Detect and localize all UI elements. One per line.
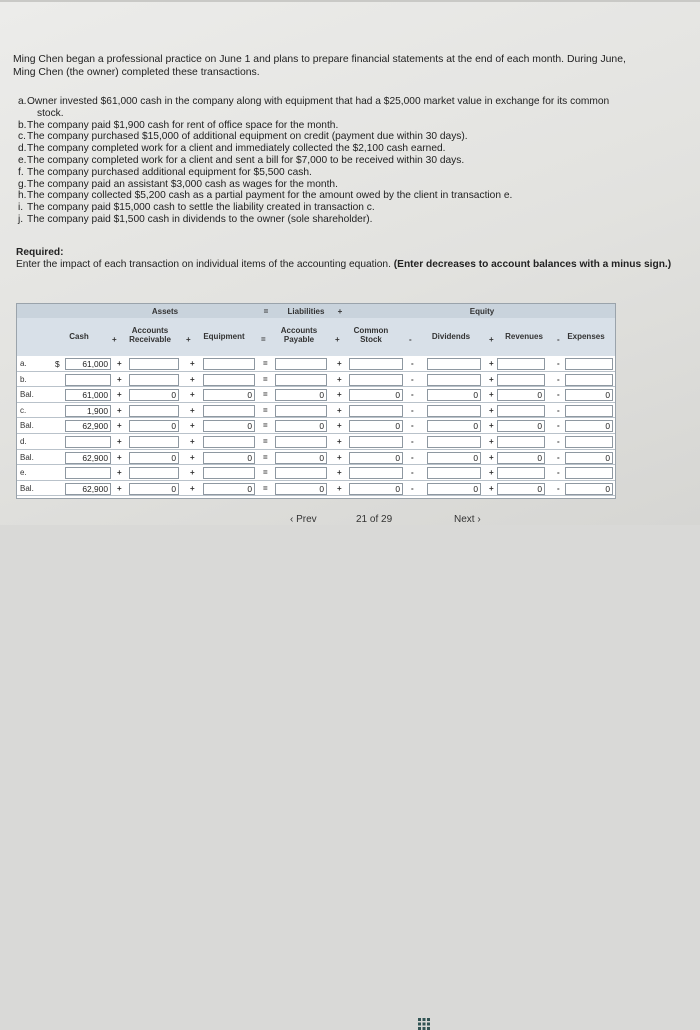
input-cell-ap[interactable]: 0	[275, 483, 327, 495]
input-cell-div[interactable]: 0	[427, 420, 481, 432]
operator-sign: +	[190, 452, 195, 462]
table-row-label: a.	[20, 359, 27, 368]
dollar-sign: $	[55, 359, 60, 369]
transaction-label: f.	[18, 166, 24, 178]
input-cell-div[interactable]: 0	[427, 389, 481, 401]
input-cell-rev[interactable]	[497, 374, 545, 386]
input-cell-div[interactable]	[427, 358, 481, 370]
liabilities-header: Liabilities	[287, 307, 325, 316]
operator-sign: -	[411, 359, 414, 368]
input-cell-ap[interactable]: 0	[275, 452, 327, 464]
transaction-text: Owner invested $61,000 cash in the company along with equipment that had a $25,000 market value in exchange for its common	[27, 96, 610, 107]
transaction-text: stock.	[37, 107, 64, 119]
table-row-label: Bal.	[20, 483, 34, 493]
input-cell-cs[interactable]	[349, 467, 403, 479]
operator-sign: -	[411, 437, 414, 446]
table-row-divider	[17, 449, 615, 450]
operator-sign: -	[557, 483, 560, 493]
op-plus-4: +	[489, 335, 494, 344]
input-cell-ap[interactable]	[275, 374, 327, 386]
op-equals: =	[261, 335, 266, 344]
table-row-label: Bal.	[20, 421, 34, 431]
transaction-text: The company purchased additional equipment for $5,500 cash.	[27, 166, 312, 178]
operator-sign: =	[263, 468, 268, 478]
operator-sign: +	[117, 452, 122, 462]
input-cell-div[interactable]	[427, 467, 481, 479]
transaction-item	[18, 131, 678, 143]
input-cell-cs[interactable]: 0	[349, 389, 403, 401]
col-revenues: Revenues	[505, 332, 543, 341]
assets-header: Assets	[151, 307, 179, 316]
input-cell-eqp[interactable]: 0	[203, 389, 255, 401]
input-cell-div[interactable]	[427, 405, 481, 417]
col-accounts-receivable: Accounts Receivable	[129, 326, 171, 344]
transaction-label	[18, 108, 27, 120]
operator-sign: -	[557, 359, 560, 368]
operator-sign: +	[117, 374, 122, 384]
operator-sign: -	[411, 483, 414, 493]
transaction-item	[18, 155, 678, 167]
input-cell-eqp[interactable]	[203, 374, 255, 386]
operator-sign: +	[489, 483, 494, 493]
transaction-label: c.	[18, 131, 26, 143]
operator-sign: +	[190, 468, 195, 478]
operator-sign: +	[337, 483, 342, 493]
pager	[0, 508, 700, 525]
accounting-equation-table	[16, 303, 616, 499]
input-cell-ar[interactable]: 0	[129, 452, 179, 464]
table-row-label: Bal.	[20, 452, 34, 462]
operator-sign: +	[190, 437, 195, 446]
table-row-divider	[17, 433, 615, 434]
transaction-text: The company paid $15,000 cash to settle the liability created in transaction c.	[27, 202, 375, 214]
operator-sign: +	[337, 452, 342, 462]
top-divider	[0, 0, 700, 2]
operator-sign: +	[190, 483, 195, 493]
operator-sign: -	[411, 374, 414, 384]
grid-icon[interactable]	[418, 1018, 430, 1030]
input-cell-eqp[interactable]: 0	[203, 420, 255, 432]
transaction-label: e.	[18, 154, 27, 166]
col-cash: Cash	[69, 332, 89, 341]
operator-sign: +	[489, 374, 494, 384]
transaction-list	[18, 96, 678, 226]
operator-sign: =	[263, 405, 268, 415]
input-cell-cs[interactable]: 0	[349, 483, 403, 495]
page-total: 29	[381, 514, 393, 525]
input-cell-eqp[interactable]	[203, 405, 255, 417]
transaction-text: The company paid $1,500 cash in dividends to the owner (sole shareholder).	[27, 213, 373, 225]
transaction-item	[18, 143, 678, 155]
input-cell-ar[interactable]: 0	[129, 420, 179, 432]
operator-sign: +	[190, 359, 195, 368]
operator-sign: +	[489, 421, 494, 431]
input-cell-ar[interactable]: 0	[129, 483, 179, 495]
input-cell-ar[interactable]	[129, 436, 179, 448]
input-cell-ap[interactable]	[275, 405, 327, 417]
col-expenses: Expenses	[567, 332, 605, 341]
op-plus-1: +	[112, 335, 117, 344]
operator-sign: -	[411, 405, 414, 415]
input-cell-cash[interactable]: 1,900	[65, 405, 111, 417]
operator-sign: +	[489, 468, 494, 478]
input-cell-eqp[interactable]: 0	[203, 483, 255, 495]
transaction-label: h.	[18, 190, 27, 202]
operator-sign: +	[489, 452, 494, 462]
table-row-divider	[17, 464, 615, 465]
input-cell-rev[interactable]: 0	[497, 452, 545, 464]
intro-line-1: Ming Chen began a professional practice on June 1 and plans to prepare financial statements at the end of each month. During June,	[13, 54, 626, 65]
transaction-item	[18, 179, 678, 191]
required-text: Enter the impact of each transaction on individual items of the accounting equation.	[16, 259, 391, 270]
input-cell-cash[interactable]: 61,000	[65, 358, 111, 370]
input-cell-cs[interactable]	[349, 358, 403, 370]
operator-sign: +	[117, 483, 122, 493]
plus-header: +	[337, 307, 343, 316]
prev-button[interactable]: ‹ Prev	[290, 514, 317, 525]
op-minus-2: -	[557, 335, 560, 344]
page-indicator	[356, 514, 392, 525]
input-cell-rev[interactable]	[497, 358, 545, 370]
transaction-item	[18, 120, 678, 132]
input-cell-cash[interactable]	[65, 467, 111, 479]
operator-sign: +	[337, 374, 342, 384]
operator-sign: +	[337, 405, 342, 415]
table-row-label: b.	[20, 374, 27, 384]
input-cell-cs[interactable]	[349, 374, 403, 386]
op-plus-2: +	[186, 335, 191, 344]
transaction-text: The company completed work for a client and sent a bill for $7,000 to be received within 30 days.	[27, 154, 465, 166]
operator-sign: =	[263, 483, 268, 493]
input-cell-ar[interactable]	[129, 405, 179, 417]
input-cell-cash[interactable]	[65, 374, 111, 386]
transaction-text: The company paid an assistant $3,000 cash as wages for the month.	[27, 178, 338, 190]
operator-sign: +	[117, 390, 122, 400]
operator-sign: +	[489, 390, 494, 400]
op-plus-3: +	[335, 335, 340, 344]
operator-sign: +	[117, 437, 122, 446]
operator-sign: +	[190, 374, 195, 384]
col-equipment: Equipment	[203, 332, 245, 341]
operator-sign: +	[117, 359, 122, 368]
input-cell-cash[interactable]: 62,900	[65, 452, 111, 464]
table-row-divider	[17, 495, 615, 496]
operator-sign: -	[557, 468, 560, 478]
operator-sign: +	[489, 437, 494, 446]
operator-sign: -	[411, 452, 414, 462]
input-cell-exp[interactable]: 0	[565, 420, 613, 432]
transaction-item	[18, 167, 678, 179]
transaction-label: d.	[18, 143, 27, 155]
input-cell-ar[interactable]	[129, 467, 179, 479]
prev-label: Prev	[296, 514, 317, 525]
input-cell-ap[interactable]	[275, 436, 327, 448]
transaction-text: The company completed work for a client and immediately collected the $2,100 cash earned.	[27, 143, 446, 155]
input-cell-exp[interactable]: 0	[565, 389, 613, 401]
input-cell-exp[interactable]: 0	[565, 483, 613, 495]
operator-sign: +	[190, 405, 195, 415]
input-cell-ar[interactable]	[129, 358, 179, 370]
page-of: of	[369, 514, 379, 525]
input-cell-rev[interactable]	[497, 436, 545, 448]
input-cell-eqp[interactable]	[203, 436, 255, 448]
input-cell-div[interactable]	[427, 436, 481, 448]
operator-sign: =	[263, 421, 268, 431]
input-cell-div[interactable]: 0	[427, 483, 481, 495]
col-accounts-payable: Accounts Payable	[280, 326, 318, 344]
equals-header: =	[263, 307, 269, 316]
input-cell-ap[interactable]: 0	[275, 420, 327, 432]
operator-sign: +	[489, 405, 494, 415]
operator-sign: +	[190, 390, 195, 400]
operator-sign: +	[489, 359, 494, 368]
operator-sign: +	[117, 468, 122, 478]
transaction-label: i.	[18, 202, 24, 214]
col-dividends: Dividends	[431, 332, 471, 341]
equity-header: Equity	[469, 307, 495, 316]
table-row-label: Bal.	[20, 390, 34, 400]
table-row-label: e.	[20, 468, 27, 478]
operator-sign: -	[411, 468, 414, 478]
operator-sign: +	[337, 421, 342, 431]
next-button[interactable]: Next ›	[454, 514, 481, 525]
transaction-label: b.	[18, 119, 27, 131]
operator-sign: +	[117, 421, 122, 431]
transaction-text: The company paid $1,900 cash for rent of office space for the month.	[27, 119, 339, 131]
operator-sign: -	[557, 374, 560, 384]
operator-sign: +	[337, 468, 342, 478]
operator-sign: =	[263, 437, 268, 446]
input-cell-ap[interactable]	[275, 358, 327, 370]
operator-sign: =	[263, 390, 268, 400]
input-cell-cs[interactable]: 0	[349, 420, 403, 432]
table-row-label: c.	[20, 405, 27, 415]
required-title: Required:	[16, 247, 64, 258]
input-cell-div[interactable]: 0	[427, 452, 481, 464]
input-cell-cash[interactable]: 61,000	[65, 389, 111, 401]
required-section	[16, 247, 686, 271]
input-cell-exp[interactable]	[565, 436, 613, 448]
table-row-divider	[17, 386, 615, 387]
transaction-item	[18, 202, 678, 214]
input-cell-cs[interactable]	[349, 405, 403, 417]
op-minus-1: -	[409, 335, 412, 344]
operator-sign: -	[557, 405, 560, 415]
operator-sign: -	[557, 390, 560, 400]
input-cell-cash[interactable]: 62,900	[65, 483, 111, 495]
input-cell-ar[interactable]	[129, 374, 179, 386]
input-cell-exp[interactable]	[565, 467, 613, 479]
input-cell-cs[interactable]	[349, 436, 403, 448]
input-cell-rev[interactable]	[497, 467, 545, 479]
operator-sign: -	[557, 452, 560, 462]
col-common-stock: Common Stock	[353, 326, 389, 344]
operator-sign: -	[411, 390, 414, 400]
input-cell-exp[interactable]	[565, 405, 613, 417]
transaction-item	[18, 190, 678, 202]
problem-intro	[13, 54, 683, 79]
table-row-divider	[17, 402, 615, 403]
table-row-divider	[17, 371, 615, 372]
input-cell-eqp[interactable]	[203, 358, 255, 370]
transaction-text: The company purchased $15,000 of additional equipment on credit (payment due within 30 days).	[27, 131, 468, 143]
input-cell-cash[interactable]	[65, 436, 111, 448]
operator-sign: +	[190, 421, 195, 431]
input-cell-rev[interactable]	[497, 405, 545, 417]
table-row-label: d.	[20, 437, 27, 446]
operator-sign: =	[263, 452, 268, 462]
input-cell-rev[interactable]: 0	[497, 483, 545, 495]
input-cell-cs[interactable]: 0	[349, 452, 403, 464]
input-cell-exp[interactable]	[565, 374, 613, 386]
operator-sign: =	[263, 359, 268, 368]
transaction-label: a.	[18, 96, 27, 107]
input-cell-eqp[interactable]: 0	[203, 452, 255, 464]
operator-sign: -	[557, 437, 560, 446]
operator-sign: +	[337, 359, 342, 368]
transaction-label: j.	[18, 213, 24, 225]
operator-sign: +	[337, 390, 342, 400]
operator-sign: =	[263, 374, 268, 384]
table-row-divider	[17, 417, 615, 418]
input-cell-ap[interactable]: 0	[275, 389, 327, 401]
input-cell-rev[interactable]: 0	[497, 389, 545, 401]
transaction-item	[18, 214, 678, 226]
input-cell-ap[interactable]	[275, 467, 327, 479]
transaction-text: The company collected $5,200 cash as a partial payment for the amount owed by the client in transaction e.	[27, 190, 513, 202]
transaction-item	[18, 108, 678, 120]
next-label: Next	[454, 514, 475, 525]
required-note: (Enter decreases to account balances with a minus sign.)	[393, 259, 672, 270]
input-cell-div[interactable]	[427, 374, 481, 386]
page-current: 21	[356, 514, 368, 525]
input-cell-rev[interactable]: 0	[497, 420, 545, 432]
table-row-divider	[17, 480, 615, 481]
transaction-label: g.	[18, 178, 27, 190]
input-cell-cash[interactable]: 62,900	[65, 420, 111, 432]
input-cell-exp[interactable]: 0	[565, 452, 613, 464]
input-cell-exp[interactable]	[565, 358, 613, 370]
operator-sign: +	[117, 405, 122, 415]
transaction-item	[18, 96, 678, 108]
input-cell-ar[interactable]: 0	[129, 389, 179, 401]
operator-sign: +	[337, 437, 342, 446]
operator-sign: -	[557, 421, 560, 431]
intro-line-2: Ming Chen (the owner) completed these transactions.	[13, 66, 260, 78]
operator-sign: -	[411, 421, 414, 431]
input-cell-eqp[interactable]	[203, 467, 255, 479]
